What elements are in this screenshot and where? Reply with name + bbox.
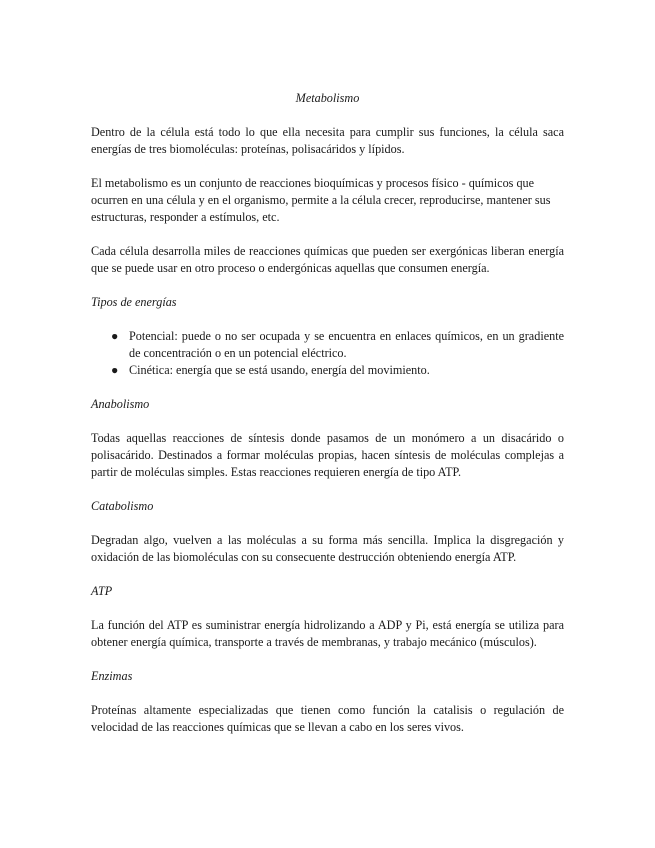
bullet-icon: ●: [111, 329, 119, 343]
bullet-icon: ●: [111, 363, 119, 377]
list-item-cinetica: [111, 362, 564, 379]
list-item-potencial: [111, 328, 564, 362]
intro-paragraph-2: El metabolismo es un conjunto de reacciones bioquímicas y procesos físico - químicos que ocurren en una célula y en el organismo, permite a la célula crecer, reproducirse, mantener sus estructuras, responder a estímulos, etc.: [91, 176, 551, 224]
energy-types-list: [91, 328, 564, 379]
section-heading-anabolismo: Anabolismo: [91, 397, 150, 411]
section-heading-atp: ATP: [91, 584, 113, 598]
document-page: [91, 90, 564, 753]
section-heading-enzimas: Enzimas: [91, 669, 133, 683]
section-text-enzimas: Proteínas altamente especializadas que tienen como función la catalisis o regulación de velocidad de las reacciones químicas que se llevan a cabo en los seres vivos.: [91, 703, 564, 734]
document-title: Metabolismo: [295, 91, 360, 105]
intro-paragraph-3: Cada célula desarrolla miles de reacciones químicas que pueden ser exergónicas liberan energía que se puede usar en otro proceso o endergónicas aquellas que consumen energía.: [91, 244, 564, 275]
list-item-text: Potencial: puede o no ser ocupada y se encuentra en enlaces químicos, en un gradiente de concentración o en un potencial eléctrico.: [129, 329, 564, 360]
section-text-catabolismo: Degradan algo, vuelven a las moléculas a su forma más sencilla. Implica la disgregación y oxidación de las biomoléculas con su consecuente destrucción obteniendo energía ATP.: [91, 533, 564, 564]
intro-paragraph-1: Dentro de la célula está todo lo que ella necesita para cumplir sus funciones, la célula saca energías de tres biomoléculas: proteínas, polisacáridos y lípidos.: [91, 125, 564, 156]
section-text-atp: La función del ATP es suministrar energía hidrolizando a ADP y Pi, está energía se utiliza para obtener energía química, transporte a través de membranas, y trabajo mecánico (músculos).: [91, 618, 564, 649]
section-heading-tipos-de-energias: Tipos de energías: [91, 295, 177, 309]
list-item-text: Cinética: energía que se está usando, energía del movimiento.: [129, 363, 430, 377]
section-heading-catabolismo: Catabolismo: [91, 499, 154, 513]
section-text-anabolismo: Todas aquellas reacciones de síntesis donde pasamos de un monómero a un disacárido o polisacárido. Destinados a formar moléculas propias, hacen síntesis de moléculas complejas a partir de moléculas simples. Estas reacciones requieren energía de tipo ATP.: [91, 431, 564, 479]
